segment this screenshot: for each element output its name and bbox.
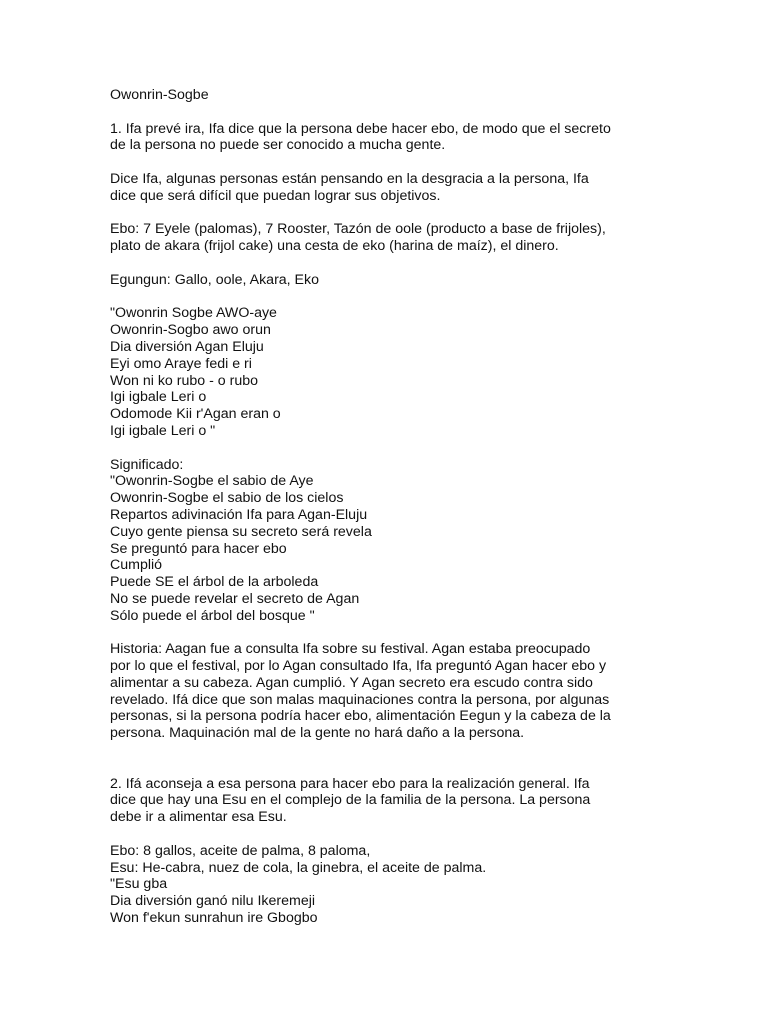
text-line: Dice Ifa, algunas personas están pensando en la desgracia a la persona, Ifa (110, 170, 589, 187)
text-line: 2. Ifá aconseja a esa persona para hacer ebo para la realización general. Ifa (110, 775, 590, 792)
text-line: Egungun: Gallo, oole, Akara, Eko (110, 271, 320, 288)
text-line: alimentar a su cabeza. Agan cumplió. Y Agan secreto era escudo contra sido (110, 674, 593, 691)
text-line: 1. Ifa prevé ira, Ifa dice que la persona debe hacer ebo, de modo que el secreto (110, 120, 611, 137)
text-line: Won f'ekun sunrahun ire Gbogbo (110, 910, 318, 927)
text-line: Ebo: 7 Eyele (palomas), 7 Rooster, Tazón de oole (producto a base de frijoles), (110, 221, 606, 238)
paragraph (110, 272, 710, 289)
text-line: Dia diversión ganó nilu Ikeremeji (110, 893, 316, 910)
text-line: Ebo: 8 gallos, aceite de palma, 8 paloma, (110, 842, 371, 859)
text-line: personas, si la persona podría hacer ebo, alimentación Eegun y la cabeza de la (110, 708, 611, 725)
text-line: Repartos adivinación Ifa para Agan-Eluju (110, 506, 368, 523)
text-line: Historia: Aagan fue a consulta Ifa sobre su festival. Agan estaba preocupado (110, 641, 591, 658)
text-line: Se preguntó para hacer ebo (110, 540, 287, 557)
text-line: Sólo puede el árbol del bosque " (110, 607, 315, 624)
document-page (110, 87, 710, 944)
text-line: persona. Maquinación mal de la gente no hará daño a la persona. (110, 725, 525, 742)
text-line: Significado: (110, 456, 184, 473)
text-line: Esu: He-cabra, nuez de cola, la ginebra, el aceite de palma. (110, 859, 487, 876)
text-line: Igi igbale Leri o (110, 389, 207, 406)
text-line: Odomode Kii r'Agan eran o (110, 406, 281, 423)
text-line: "Owonrin Sogbe AWO-aye (110, 305, 277, 322)
paragraph (110, 641, 710, 742)
text-line: Won ni ko rubo - o rubo (110, 372, 258, 389)
text-line: Igi igbale Leri o " (110, 422, 216, 439)
text-line: dice que hay una Esu en el complejo de la familia de la persona. La persona (110, 792, 591, 809)
paragraph (110, 843, 710, 927)
text-line: Owonrin-Sogbo awo orun (110, 322, 271, 339)
paragraph (110, 221, 710, 255)
text-line: "Owonrin-Sogbe el sabio de Aye (110, 473, 314, 490)
paragraph (110, 457, 710, 625)
text-line: debe ir a alimentar esa Esu. (110, 809, 287, 826)
document-title (110, 87, 710, 104)
title-line: Owonrin-Sogbe (110, 87, 209, 103)
paragraph (110, 121, 710, 155)
text-line: Dia diversión Agan Eluju (110, 338, 264, 355)
text-line: Cuyo gente piensa su secreto será revela (110, 523, 372, 540)
text-line: plato de akara (frijol cake) una cesta de eko (harina de maíz), el dinero. (110, 238, 559, 255)
text-line: Puede SE el árbol de la arboleda (110, 574, 319, 591)
text-line: "Esu gba (110, 876, 168, 893)
text-line: Eyi omo Araye fedi e ri (110, 355, 252, 372)
paragraph-container (110, 121, 710, 927)
text-line: Cumplió (110, 557, 163, 574)
text-line: Owonrin-Sogbe el sabio de los cielos (110, 490, 344, 507)
text-line: de la persona no puede ser conocido a mucha gente. (110, 137, 446, 154)
paragraph (110, 171, 710, 205)
text-line: dice que será difícil que puedan lograr sus objetivos. (110, 187, 441, 204)
text-line: por lo que el festival, por lo Agan consultado Ifa, Ifa preguntó Agan hacer ebo y (110, 658, 607, 675)
text-line: revelado. Ifá dice que son malas maquinaciones contra la persona, por algunas (110, 691, 610, 708)
paragraph (110, 776, 710, 826)
paragraph (110, 305, 710, 439)
text-line: No se puede revelar el secreto de Agan (110, 590, 360, 607)
